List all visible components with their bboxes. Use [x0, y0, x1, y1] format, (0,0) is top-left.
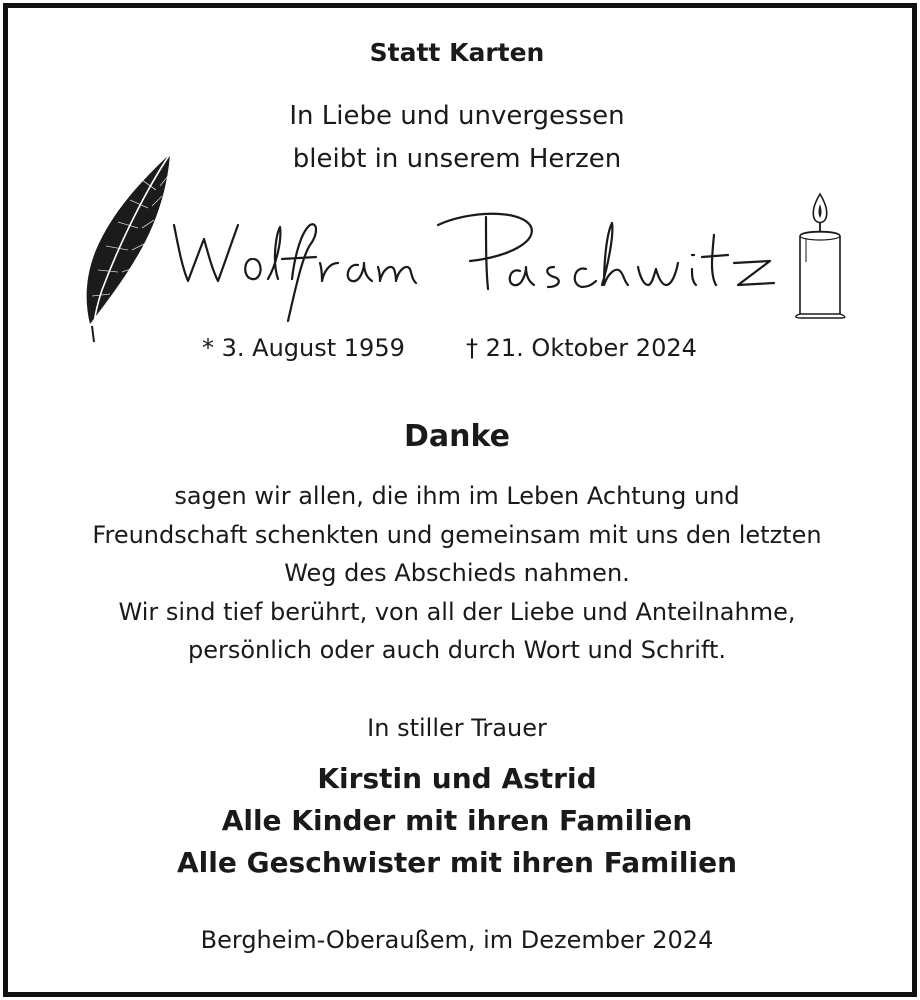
- death-date: † 21. Oktober 2024: [466, 334, 697, 362]
- intro-line-1: In Liebe und unvergessen: [289, 101, 625, 131]
- feather-icon: [72, 150, 182, 345]
- statt-karten-heading: Statt Karten: [369, 38, 545, 67]
- mourner-name-3: Alle Geschwister mit ihren Familien: [176, 846, 738, 879]
- thanks-line-1: sagen wir allen, die ihm im Leben Achtung und: [174, 482, 740, 510]
- mourner-name-1: Kirstin und Astrid: [317, 762, 597, 795]
- thanks-line-3: Weg des Abschieds nahmen.: [284, 559, 630, 587]
- candle-icon: [792, 192, 848, 322]
- danke-heading: Danke: [404, 419, 510, 454]
- intro-line-2: bleibt in unserem Herzen: [292, 144, 622, 174]
- thanks-line-2: Freundschaft schenkten und gemeinsam mit uns den letzten: [92, 521, 822, 549]
- mourners-intro: In stiller Trauer: [367, 714, 547, 742]
- signature: [168, 205, 788, 335]
- mourner-name-2: Alle Kinder mit ihren Familien: [221, 804, 693, 837]
- place-date: Bergheim-Oberaußem, im Dezember 2024: [200, 926, 714, 954]
- thanks-line-4: Wir sind tief berührt, von all der Liebe und Anteilnahme,: [118, 598, 796, 626]
- thanks-line-5: persönlich oder auch durch Wort und Schrift.: [187, 636, 727, 664]
- life-dates: [0, 334, 914, 368]
- birth-date: * 3. August 1959: [202, 334, 405, 362]
